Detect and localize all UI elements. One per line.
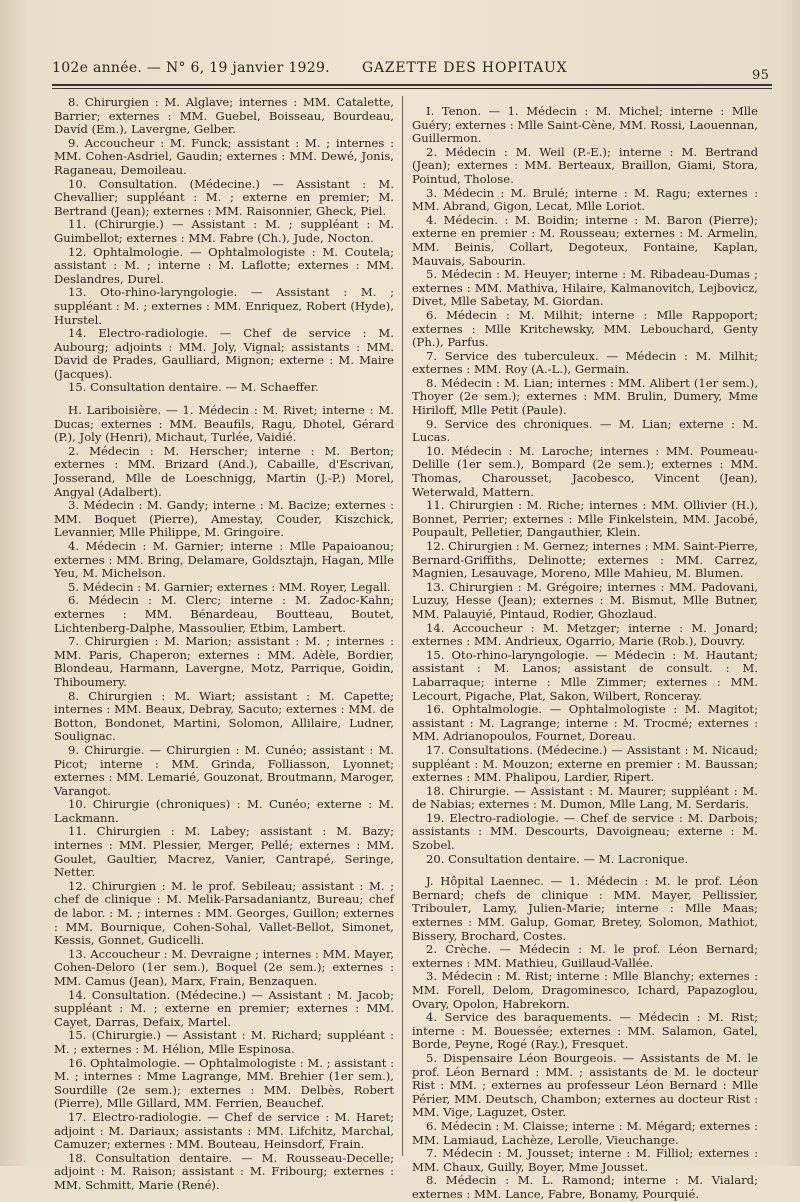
service-entry: 13. Oto-rhino-laryngologie. — Assistant : M. ; suppléant : M. ; externes : MM. Enriquez, Robert (Hyde), Hurstel. bbox=[54, 285, 394, 327]
header-rule-thin bbox=[52, 88, 772, 89]
service-entry: 7. Médecin : M. Jousset; interne : M. Filliol; externes : MM. Chaux, Guilly, Boyer, Mme Jousset. bbox=[412, 1146, 758, 1174]
service-entry: 3. Médecin : M. Brulé; interne : M. Ragu; externes : MM. Abrand, Gigon, Lecat, Mlle Loriot. bbox=[412, 185, 758, 214]
service-entry: 7. Service des tuberculeux. — Médecin : M. Milhit; externes : MM. Roy (A.-L.), Germain. bbox=[412, 348, 758, 377]
service-entry: 17. Electro-radiologie. — Chef de service : M. Haret; adjoint : M. Dariaux; assistants : MM. Lifchitz, Marchal, Camuzer; externes : MM. Bouteau, Heinsdorf, Frain. bbox=[54, 1109, 394, 1152]
service-entry: 18. Consultation dentaire. — M. Rousseau-Decelle; adjoint : M. Raison; assistant : M. Fribourg; externes : MM. Schmitt, Marie (René). bbox=[54, 1150, 394, 1192]
service-entry: 2. Médecin : M. Weil (P.-E.); interne : M. Bertrand (Jean); externes : MM. Berteaux, Braillon, Giami, Stora, Pointud, Tholose. bbox=[412, 144, 758, 186]
hospital-section-entry: I. Tenon. — 1. Médecin : M. Michel; interne : Mlle Guéry; externes : Mlle Saint-Cène, MM. Rossi, Laouennan, Guillermon. bbox=[412, 104, 758, 146]
service-entry: 10. Chirurgie (chroniques) : M. Cunéo; externe : M. Lackmann. bbox=[54, 797, 394, 825]
service-entry: 3. Médecin : M. Gandy; interne : M. Bacize; externes : MM. Boquet (Pierre), Amestay, Couder, Kiszchick, Levannier, Mlle Philippe, M. Gringoire. bbox=[54, 498, 394, 540]
service-entry: 20. Consultation dentaire. — M. Lacronique. bbox=[426, 851, 689, 866]
service-entry: 19. Electro-radiologie. — Chef de service : M. Darbois; assistants : MM. Descourts, Davoigneau; externe : M. Szobel. bbox=[412, 810, 758, 853]
service-entry: 14. Electro-radiologie. — Chef de service : M. Aubourg; adjoints : MM. Joly, Vignal; assistants : MM. David de Prades, Gaulliard, Mignon; externe : M. Maire (Jacques). bbox=[54, 326, 394, 381]
service-entry: 2. Médecin : M. Herscher; interne : M. Berton; externes : MM. Brizard (And.), Cabaille, d'Escrivan, Josserand, Mlle de Loeschnigg, Martin (J.-P.) Morel, Angyal (Adalbert). bbox=[54, 443, 394, 499]
column-divider bbox=[402, 96, 403, 1156]
service-entry: 15. (Chirurgie.) — Assistant : M. Richard; suppléant : M. ; externes : M. Hélion, Mlle Espinosa. bbox=[54, 1028, 394, 1056]
service-entry: 6. Médecin : M. Clerc; interne : M. Zadoc-Kahn; externes : MM. Bénardeau, Boutteau, Boutet, Lichtenberg-Dalphe, Massoulier, Etbim, Lambert. bbox=[54, 593, 394, 635]
page-header bbox=[40, 58, 770, 83]
service-entry: 13. Accoucheur : M. Devraigne ; internes : MM. Mayer, Cohen-Deloro (1er sem.), Boquel (2e sem.); externes : MM. Camus (Jean), Marx, Frain, Benzaquen. bbox=[54, 946, 394, 988]
service-entry: 5. Médecin : M. Garnier; externes : MM. Royer, Legall. bbox=[68, 579, 391, 594]
service-entry: 10. Consultation. (Médecine.) — Assistant : M. Chevallier; suppléant : M. ; externe en premier; M. Bertrand (Jean); externes : MM. Raisonnier, Gheck, Piel. bbox=[54, 176, 394, 218]
service-entry: 12. Chirurgien : M. le prof. Sebileau; assistant : M. ; chef de clinique : M. Melik-Parsadaniantz, Bureau; chef de labor. : M. ; internes : MM. Georges, Guillon; externes : MM. Bournique, Cohen-Sohal, Vallet-Bellot, Simonet, Kessis, Gonnet, Gudicelli. bbox=[54, 878, 394, 948]
service-entry: 16. Ophtalmologie. — Ophtalmologiste : M. ; assistant : M. ; internes : Mme Lagrange, MM. Brehier (1er sem.), Sourdille (2e sem.); externes : MM. Delbès, Robert (Pierre), Mlle Gillard, MM. Ferrien, Beauchef. bbox=[54, 1055, 394, 1111]
service-entry: 12. Ophtalmologie. — Ophtalmologiste : M. Coutela; assistant : M. ; interne : M. Laflotte; externes : MM. Deslandres, Durel. bbox=[54, 244, 394, 286]
publication-title: GAZETTE DES HOPITAUX bbox=[362, 60, 568, 76]
page-number: 95 bbox=[752, 68, 770, 83]
service-entry: 17. Consultations. (Médecine.) — Assistant : M. Nicaud; suppléant : M. Mouzon; externe en premier : M. Baussan; externes : MM. Phalipou, Lardier, Ripert. bbox=[412, 742, 758, 785]
service-entry: 2. Crèche. — Médecin : M. le prof. Léon Bernard; externes : MM. Mathieu, Guillaud-Vallée. bbox=[412, 942, 758, 970]
right-column bbox=[412, 96, 758, 1202]
service-entry: 6. Médecin : M. Milhit; interne : Mlle Rappoport; externes : Mlle Kritchewsky, MM. Lebouchard, Genty (Ph.), Parfus. bbox=[412, 307, 758, 350]
hospital-section-entry: J. Hôpital Laennec. — 1. Médecin : M. le prof. Léon Bernard; chefs de clinique : MM. Mayer, Pellissier, Tribouleт, Lamy, Julien-Marie; interne : Mlle Maas; externes : MM. Galup, Gomar, Bretey, Solomon, Mathiot, Bissery, Brochard, Costes. bbox=[412, 874, 758, 943]
service-entry: 8. Chirurgien : M. Alglave; internes : MM. Catalette, Barrier; externes : MM. Guebel, Boisseau, Bourdeau, Davíd (Em.), Lavergne, Gelber. bbox=[54, 95, 394, 137]
service-entry: 4. Service des baraquements. — Médecin : M. Rist; interne : M. Bouessée; externes : MM. Salamon, Gatel, Borde, Peyne, Rogé (Ray.), Fresquet. bbox=[412, 1010, 758, 1052]
service-entry: 11. (Chirurgie.) — Assistant : M. ; suppléant : M. Guimbellot; externes : MM. Fabre (Ch.), Jude, Nocton. bbox=[54, 217, 394, 245]
service-entry: 16. Ophtalmologie. — Ophtalmologiste : M. Magitot; assistant : M. Lagrange; interne : M. Trocmé; externes : MM. Adrianopoulos, Fournet, Doreau. bbox=[412, 702, 758, 744]
hospital-section-entry: H. Lariboisière. — 1. Médecin : M. Rivet; interne : M. Ducas; externes : MM. Beaufils, Ragu, Dhotel, Gérard (P.), Joly (Henri), Michaut, Turlée, Vaidié. bbox=[54, 403, 394, 445]
service-entry: 9. Service des chroniques. — M. Lian; externe : M. Lucas. bbox=[412, 416, 758, 445]
service-entry: 6. Médecin : M. Claisse; interne : M. Mégard; externes : MM. Lamiaud, Lachèze, Lerolle, Vieuchange. bbox=[412, 1118, 758, 1147]
service-entry: 15. Consultation dentaire. — M. Schaeffer. bbox=[68, 380, 319, 395]
issue-info: 102e année. — N° 6, 19 janvier 1929. bbox=[52, 60, 330, 76]
service-entry: 4. Médecin. : M. Boidin; interne : M. Baron (Pierre); externe en premier : M. Rousseau; externes : M. Armelin, MM. Beinis, Collart, Degoteux, Fontaine, Kaplan, Mauvais, Sabourin. bbox=[412, 212, 758, 268]
service-entry: 5. Médecin : M. Heuyer; interne : M. Ribadeau-Dumas ; externes : MM. Mathiva, Hilaire, Kalmanovitch, Lejbovicz, Divet, Mlle Sabetay, M. Giordan. bbox=[412, 267, 758, 309]
service-entry: 10. Médecin : M. Laroche; internes : MM. Poumeau-Delille (1er sem.), Bompard (2e sem.); externes : MM. Thomas, Charousset, Jacobesco, Vincent (Jean), Weterwald, Mattern. bbox=[412, 443, 758, 499]
service-entry: 5. Dispensaire Léon Bourgeois. — Assistants de M. le prof. Léon Bernard : MM. ; assistants de M. le docteur Rist : MM. ; externes au professeur Léon Bernard : Mlle Périer, MM. Deutsch, Chambon; externes au docteur Rist : MM. Vige, Laguzet, Oster. bbox=[412, 1050, 758, 1120]
service-entry: 15. Oto-rhino-laryngologie. — Médecin : M. Hautant; assistant : M. Lanos; assistant de consult. : M. Labarraque; interne : Mlle Zimmer; externes : MM. Lecourt, Pigache, Plat, Sakon, Wilbert, Ronceray. bbox=[412, 647, 758, 703]
service-entry: 7. Chirurgien : M. Marion; assistant : M. ; internes : MM. Paris, Chaperon; externes : MM. Adèle, Bordier, Blondeau, Harmann, Lavergne, Motz, Parrique, Goidin, Thiboumery. bbox=[54, 634, 394, 689]
service-entry: 18. Chirurgie. — Assistant : M. Maurer; suppléant : M. de Nabias; externes : M. Dumon, Mlle Lang, M. Serdaris. bbox=[412, 783, 758, 812]
left-column bbox=[54, 96, 394, 1193]
service-entry: 12. Chirurgien : M. Gernez; internes : MM. Saint-Pierre, Bernard-Griffiths, Delinotte; externes : MM. Carrez, Magnien, Lesauvage, Moreno, Mlle Mahieu, M. Blumen. bbox=[412, 539, 758, 581]
service-entry: 14. Accoucheur : M. Metzger; interne : M. Jonard; externes : MM. Andrieux, Ogarrio, Marie (Rob.), Douvry. bbox=[412, 620, 758, 649]
service-entry: 9. Chirurgie. — Chirurgien : M. Cunéo; assistant : M. Picot; interne : MM. Grinda, Folliasson, Lyonnet; externes : MM. Lemarié, Gouzonat, Broutmann, Maroger, Varangot. bbox=[54, 742, 394, 798]
service-entry: 13. Chirurgien : M. Grégoire; internes : MM. Padovani, Luzuy, Hesse (Jean); externes : M. Bismut, Mlle Butner, MM. Palauyié, Pintaud, Rodier, Ghozlaud. bbox=[412, 579, 758, 621]
service-entry: 8. Chirurgien : M. Wiart; assistant : M. Capette; internes : MM. Beaux, Debray, Sacuto; externes : MM. de Botton, Bondonet, Martini, Solomon, Allilaire, Ludner, Soulignac. bbox=[54, 688, 394, 744]
service-entry: 4. Médecin : M. Garnier; interne : Mlle Papaioanou; externes : MM. Bring, Delamare, Goldsztajn, Hagan, Mlle Yeu, M. Michelson. bbox=[54, 539, 394, 581]
header-rule bbox=[52, 84, 772, 86]
service-entry: 8. Médecin : M. Lian; internes : MM. Alibert (1er sem.), Thoyer (2e sem.); externes : MM. Brulin, Dumery, Mme Hiriloff, Mlle Petit (Paule). bbox=[412, 375, 758, 418]
service-entry: 3. Médecin : M. Rist; interne : Mlle Blanchy; externes : MM. Forell, Delom, Dragominesco, Ichard, Papazoglou, Ovary, Opolon, Habrekorn. bbox=[412, 969, 758, 1011]
service-entry: 8. Médecin : M. L. Ramond; interne : M. Vialard; externes : MM. Lance, Fabre, Bonamy, Pourquié. bbox=[412, 1173, 758, 1201]
service-entry: 11. Chirurgien : M. Labey; assistant : M. Bazy; internes : MM. Plessier, Merger, Pellé; externes : MM. Goulet, Gaultier, Macrez, Vanier, Cantrapé, Seringe, Netter. bbox=[54, 824, 394, 880]
service-entry: 11. Chirurgien : M. Riche; internes : MM. Ollivier (H.), Bonnet, Perrier; externes : Mlle Finkelstein, MM. Jacobé, Poupault, Pelletier, Dangauthier, Klein. bbox=[412, 498, 758, 540]
service-entry: 9. Accoucheur : M. Funck; assistant : M. ; internes : MM. Cohen-Asdriel, Gaudin; externes : MM. Dewé, Jonis, Raganeau, Demoileau. bbox=[54, 135, 394, 177]
service-entry: 14. Consultation. (Médecine.) — Assistant : M. Jacob; suppléant : M. ; externe en premier; externes : MM. Cayet, Darras, Defaix, Martel. bbox=[54, 987, 394, 1029]
